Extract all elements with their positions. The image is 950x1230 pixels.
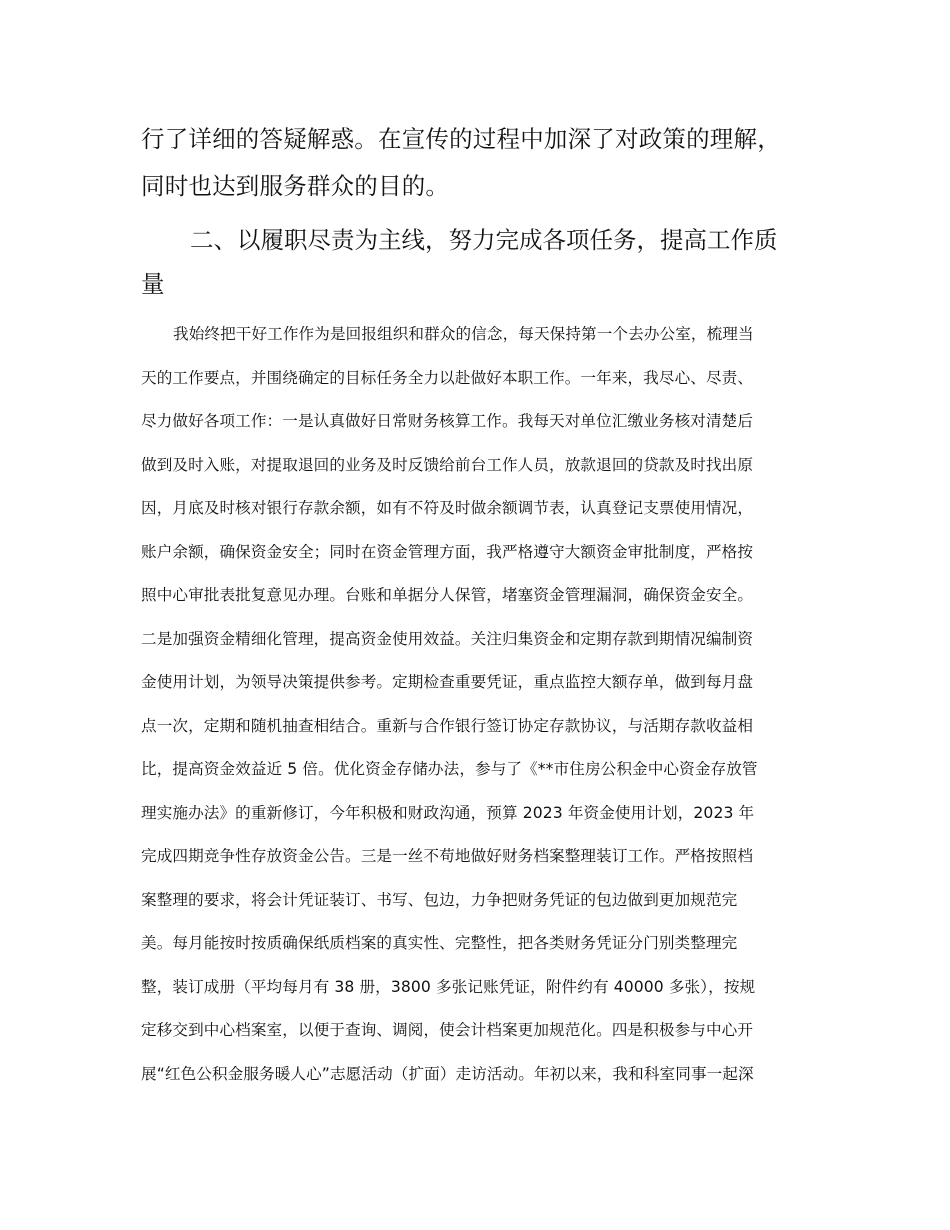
intro-line-2: 同时也达到服务群众的目的。 [141, 172, 450, 200]
body-line-16: 整，装订成册（平均每月有 38 册，3800 多张记账凭证，附件约有 40000 多张），按规 [141, 978, 756, 996]
section-heading-line-2: 量 [141, 270, 165, 298]
body-line-1: 我始终把干好工作作为是回报组织和群众的信念，每天保持第一个去办公室，梳理当 [173, 325, 754, 343]
body-line-15: 美。每月能按时按质确保纸质档案的真实性、完整性，把各类财务凭证分门别类整理完 [141, 934, 738, 952]
body-line-7: 照中心审批表批复意见办理。台账和单据分人保管，堵塞资金管理漏洞，确保资金安全。 [141, 586, 754, 604]
body-line-17: 定移交到中心档案室，以便于查询、调阅，使会计档案更加规范化。四是积极参与中心开 [141, 1021, 754, 1039]
body-line-10: 点一次，定期和随机抽查相结合。重新与合作银行签订协定存款协议，与活期存款收益相 [141, 717, 754, 735]
body-line-3: 尽力做好各项工作：一是认真做好日常财务核算工作。我每天对单位汇缴业务核对清楚后 [141, 412, 754, 430]
section-heading-line-1: 二、以履职尽责为主线，努力完成各项任务，提高工作质 [190, 226, 778, 254]
body-line-14: 案整理的要求，将会计凭证装订、书写、包边，力争把财务凭证的包边做到更加规范完 [141, 891, 738, 909]
body-line-4: 做到及时入账，对提取退回的业务及时反馈给前台工作人员，放款退回的贷款及时找出原 [141, 456, 754, 474]
intro-line-1: 行了详细的答疑解惑。在宣传的过程中加深了对政策的理解， [141, 125, 781, 153]
body-line-2: 天的工作要点，并围绕确定的目标任务全力以赴做好本职工作。一年来，我尽心、尽责、 [141, 369, 754, 387]
body-line-9: 金使用计划，为领导决策提供参考。定期检查重要凭证，重点监控大额存单，做到每月盘 [141, 673, 754, 691]
body-line-11: 比，提高资金效益近 5 倍。优化资金存储办法，参与了《**市住房公积金中心资金存放管 [141, 760, 758, 778]
body-line-12: 理实施办法》的重新修订，今年积极和财政沟通，预算 2023 年资金使用计划，2023 年 [141, 804, 755, 822]
body-line-18: 展“红色公积金服务暖人心”志愿活动（扩面）走访活动。年初以来，我和科室同事一起深 [141, 1065, 754, 1083]
body-line-13: 完成四期竞争性存放资金公告。三是一丝不苟地做好财务档案整理装订工作。严格按照档 [141, 847, 754, 865]
body-line-6: 账户余额，确保资金安全；同时在资金管理方面，我严格遵守大额资金审批制度，严格按 [141, 543, 754, 561]
body-line-5: 因，月底及时核对银行存款余额，如有不符及时做余额调节表，认真登记支票使用情况， [141, 499, 754, 517]
body-line-8: 二是加强资金精细化管理，提高资金使用效益。关注归集资金和定期存款到期情况编制资 [141, 630, 754, 648]
